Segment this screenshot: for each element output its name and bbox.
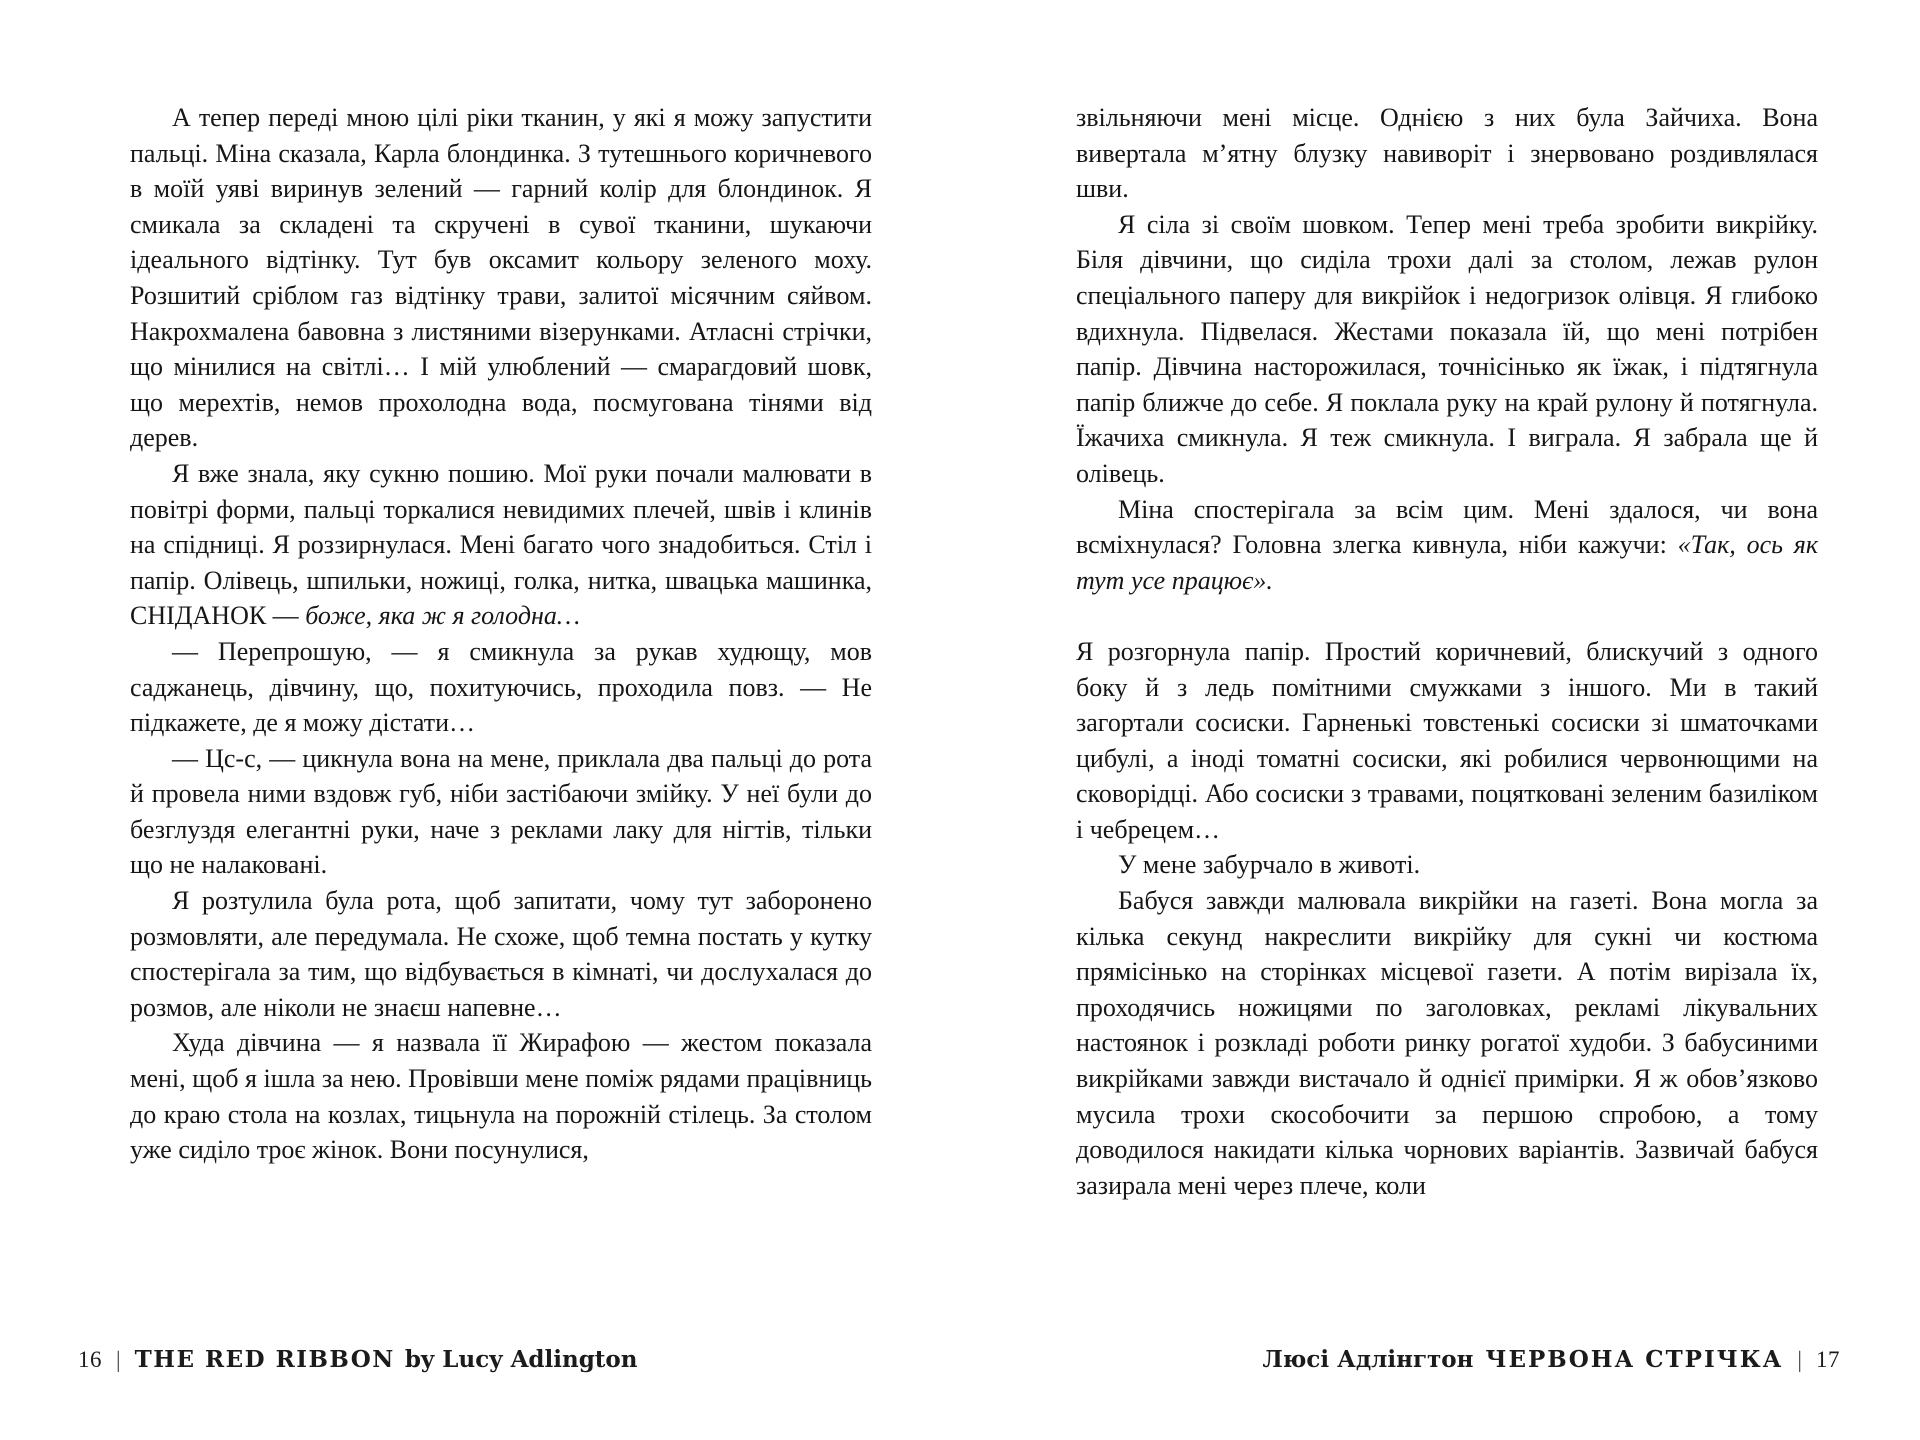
right-page-text — [1076, 100, 1818, 1203]
italic-text: «Так, ось як тут усе працює». — [1076, 530, 1818, 595]
paragraph — [130, 634, 872, 741]
italic-text: боже, яка ж я голодна… — [305, 601, 581, 631]
body-text: Я сіла зі своїм шовком. Тепер мені треба зробити викрійку. Біля дівчини, що сиділа трохи далі за столом, лежав рулон спеціального паперу для викрійок і недогризок олівця. Я глибоко вдихнула. Підвелася. Жестами показала їй, що мені потрібен папір. Дівчина насторожилася, точнісінько як їжак, і підтягнула папір ближче до себе. Я поклала руку на край рулону й потягнула. Їжачиха смикнула. Я теж смикнула. І виграла. Я забрала ще й олівець. — [1076, 209, 1818, 488]
paragraph — [1076, 847, 1818, 883]
body-text: звільняючи мені місце. Однією з них була Зайчиха. Вона вивертала м’ятну блузку навиворіт і знервовано роздивлялася шви. — [1076, 103, 1818, 204]
footer-divider: | — [1797, 1347, 1802, 1372]
book-author-ukrainian: Люсі Адлінгтон — [1262, 1346, 1474, 1373]
body-text: Я розгорнула папір. Простий коричневий, блискучий з одного боку й з ледь помітними смужками з іншого. Ми в такий загортали сосиски. Гарненькі товстенькі сосиски зі шматочками цибулі, а іноді томатні сосиски, які робилися червонющими на сковорідці. Або сосиски з травами, поцятковані зеленим базиліком і чебрецем… — [1076, 636, 1818, 844]
body-text: — Цс-с, — цикнула вона на мене, приклала два пальці до рота й провела ними вздовж губ, ніби застібаючи змійку. У неї були до безглуздя елегантні руки, наче з реклами лаку для нігтів, тільки що не налаковані. — [130, 743, 872, 880]
book-title-ukrainian: ЧЕРВОНА СТРІЧКА — [1485, 1346, 1784, 1373]
book-title-english: THE RED RIBBON — [134, 1346, 395, 1373]
paragraph — [130, 100, 872, 456]
paragraph — [1076, 492, 1818, 599]
paragraph — [130, 456, 872, 634]
body-text: Я розтулила була рота, щоб запитати, чому тут заборонено розмовляти, але передумала. Не схоже, щоб темна постать у кутку спостерігала за тим, що відбувається в кімнаті, чи дослухалася до розмов, але ніколи не знаєш напевне… — [130, 886, 872, 1022]
paragraph — [1076, 634, 1818, 848]
paragraph — [1076, 100, 1818, 207]
body-text: — Перепрошую, — я смикнула за рукав худющу, мов саджанець, дівчину, що, похитуючись, проходила повз. — Не підкажете, де я можу дістати… — [130, 636, 872, 738]
right-page-number: 17 — [1816, 1347, 1840, 1372]
paragraph — [130, 883, 872, 1025]
body-text: Я вже знала, яку сукню пошию. Мої руки почали малювати в повітрі форми, пальці торкалися невидимих плечей, швів і клинів на спідниці. Я роззирнулася. Мені багато чого знадобиться. Стіл і папір. Олівець, шпильки, ножиці, голка, нитка, швацька машинка, СНІДАНОК — — [130, 458, 872, 631]
paragraph — [130, 741, 872, 883]
book-author-english: by Lucy Adlington — [404, 1346, 638, 1373]
left-page-footer — [78, 1346, 637, 1373]
body-text: Міна спостерігала за всім цим. Мені здалося, чи вона всміхнулася? Головна злегка кивнула, ніби кажучи: — [1076, 494, 1818, 560]
body-text: Худа дівчина — я назвала її Жирафою — жестом показала мені, щоб я ішла за нею. Провівши мене поміж рядами працівниць до краю стола на козлах, тицьнула на порожній стілець. За столом уже сиділо троє жінок. Вони посунулися, — [130, 1028, 872, 1165]
paragraph — [1076, 207, 1818, 492]
paragraph — [130, 1025, 872, 1167]
left-page-number: 16 — [78, 1347, 102, 1372]
left-page-text — [130, 100, 872, 1168]
body-text: Бабуся завжди малювала викрійки на газеті. Вона могла за кілька секунд накреслити викрійку для сукні чи костюма прямісінько на сторінках місцевої газети. А потім вирізала їх, проходячись ножицями по заголовках, рекламі лікувальних настоянок і розкладі роботи ринку рогатої худоби. З бабусиними викрійками завжди вистачало й однієї примірки. Я ж обов’язково мусила трохи скособочити за першою спробою, а тому доводилося накидати кілька чорнових варіантів. Зазвичай бабуся зазирала мені через плече, коли — [1076, 886, 1818, 1200]
right-page-footer — [1262, 1346, 1840, 1373]
body-text: У мене забурчало в животі. — [1118, 850, 1421, 880]
body-text: А тепер переді мною цілі ріки тканин, у які я можу запустити пальці. Міна сказала, Карла блондинка. З тутешнього коричневого в моїй уяві виринув зелений — гарний колір для блондинок. Я смикала за складені та скручені в сувої тканини, шукаючи ідеального відтінку. Тут був оксамит кольору зеленого моху. Розшитий сріблом газ відтінку трави, залитої місячним сяйвом. Накрохмалена бавовна з листяними візерунками. Атласні стрічки, що мінилися на світлі… І мій улюблений — смарагдовий шовк, що мерехтів, немов прохолодна вода, посмугована тінями від дерев. — [130, 103, 872, 453]
paragraph — [1076, 883, 1818, 1203]
footer-divider: | — [116, 1347, 121, 1372]
